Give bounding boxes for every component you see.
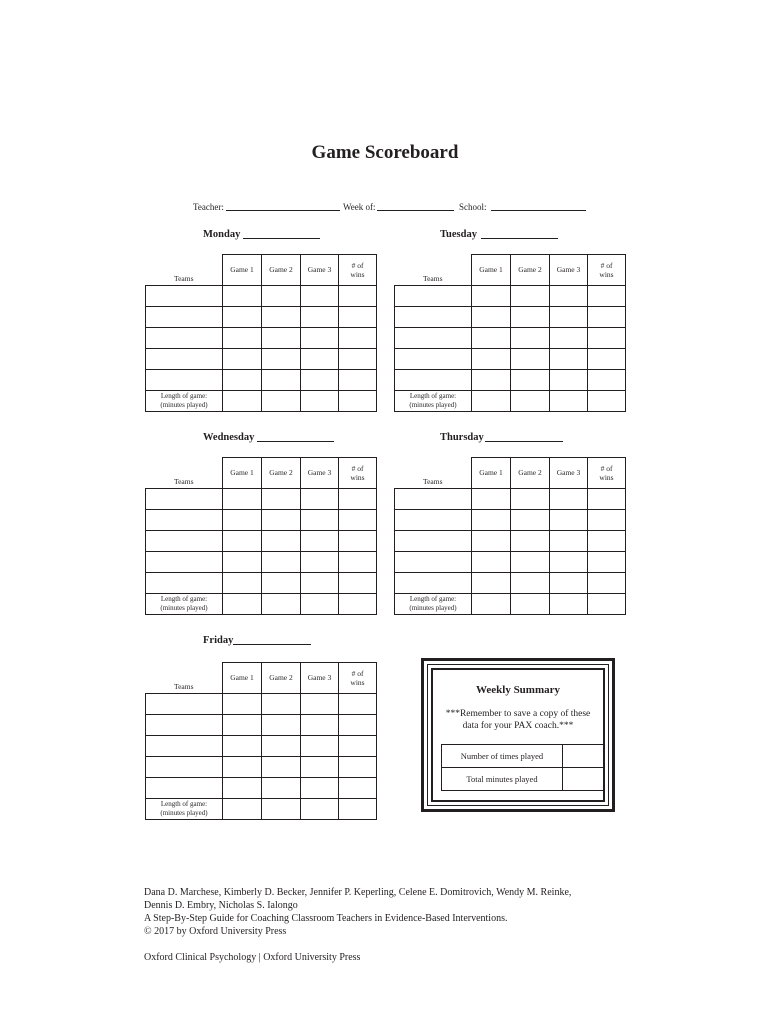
- score-cell[interactable]: [550, 369, 588, 390]
- publisher-line: Oxford Clinical Psychology | Oxford University Press: [144, 952, 361, 963]
- citation-book-title: A Step-By-Step Guide for Coaching Classroom Teachers in Evidence-Based Interventions.: [144, 913, 508, 924]
- team-name-cell[interactable]: [146, 572, 223, 593]
- score-cell[interactable]: [588, 306, 626, 327]
- score-cell[interactable]: [339, 327, 377, 348]
- game-2-header: Game 2: [262, 458, 301, 489]
- score-cell[interactable]: [588, 488, 626, 509]
- length-label-line1: Length of game:: [160, 594, 208, 603]
- thursday-label: Thursday: [440, 432, 484, 443]
- team-name-cell[interactable]: [146, 777, 223, 798]
- team-name-cell[interactable]: [146, 369, 223, 390]
- team-name-cell[interactable]: [395, 348, 472, 369]
- score-cell[interactable]: [588, 572, 626, 593]
- score-cell[interactable]: [262, 285, 301, 306]
- score-cell[interactable]: [262, 777, 301, 798]
- score-cell[interactable]: [223, 714, 262, 735]
- score-cell[interactable]: [511, 306, 550, 327]
- minutes-cell[interactable]: [588, 593, 626, 614]
- team-row: [395, 572, 626, 593]
- tuesday-score-table: [394, 254, 626, 412]
- teacher-field[interactable]: [226, 210, 340, 211]
- score-cell[interactable]: [339, 306, 377, 327]
- score-cell[interactable]: [550, 551, 588, 572]
- minutes-cell[interactable]: [472, 390, 511, 411]
- team-name-cell[interactable]: [395, 369, 472, 390]
- game-2-header: Game 2: [511, 458, 550, 489]
- game-3-header: Game 3: [550, 255, 588, 286]
- wednesday-score-table: [145, 457, 377, 615]
- citation: [144, 886, 571, 938]
- minutes-cell[interactable]: [550, 593, 588, 614]
- wins-header: [339, 458, 377, 489]
- score-cell[interactable]: [262, 348, 301, 369]
- team-name-cell[interactable]: [146, 306, 223, 327]
- score-cell[interactable]: [550, 509, 588, 530]
- score-cell[interactable]: [588, 348, 626, 369]
- score-cell[interactable]: [301, 348, 339, 369]
- score-cell[interactable]: [262, 509, 301, 530]
- game-1-header: Game 1: [472, 255, 511, 286]
- score-cell[interactable]: [301, 285, 339, 306]
- length-row: [146, 593, 377, 614]
- length-row: [146, 798, 377, 819]
- game-3-header: Game 3: [301, 255, 339, 286]
- teacher-label: Teacher:: [193, 202, 224, 212]
- length-label-line2: (minutes played): [160, 808, 208, 817]
- page-title: Game Scoreboard: [311, 142, 459, 163]
- length-label-line1: Length of game:: [160, 391, 208, 400]
- citation-authors-1: Dana D. Marchese, Kimberly D. Becker, Jennifer P. Keperling, Celene E. Domitrovich, Wendy M. Reinke,: [144, 887, 572, 898]
- minutes-cell[interactable]: [262, 593, 301, 614]
- team-row: [395, 285, 626, 306]
- team-name-cell[interactable]: [146, 756, 223, 777]
- teams-header: Teams: [146, 663, 223, 694]
- score-cell[interactable]: [262, 327, 301, 348]
- score-cell[interactable]: [588, 285, 626, 306]
- score-cell[interactable]: [262, 306, 301, 327]
- score-cell[interactable]: [223, 693, 262, 714]
- score-cell[interactable]: [511, 285, 550, 306]
- score-cell[interactable]: [339, 735, 377, 756]
- score-cell[interactable]: [262, 735, 301, 756]
- score-cell[interactable]: [223, 572, 262, 593]
- length-label-line2: (minutes played): [409, 603, 457, 612]
- wins-header-line2: wins: [350, 677, 365, 687]
- score-cell[interactable]: [223, 777, 262, 798]
- length-label-line1: Length of game:: [160, 799, 208, 808]
- score-cell[interactable]: [550, 530, 588, 551]
- tuesday-label: Tuesday: [440, 229, 477, 240]
- minutes-cell[interactable]: [301, 390, 339, 411]
- minutes-cell[interactable]: [339, 593, 377, 614]
- game-2-header: Game 2: [511, 255, 550, 286]
- thursday-date-field[interactable]: [485, 441, 563, 442]
- weekly-summary-title: Weekly Summary: [475, 684, 561, 696]
- score-cell[interactable]: [223, 509, 262, 530]
- minutes-cell[interactable]: [511, 593, 550, 614]
- wins-header-line1: # of: [600, 463, 613, 473]
- game-1-header: Game 1: [223, 255, 262, 286]
- minutes-cell[interactable]: [339, 390, 377, 411]
- score-cell[interactable]: [511, 530, 550, 551]
- score-cell[interactable]: [550, 488, 588, 509]
- minutes-cell[interactable]: [262, 798, 301, 819]
- team-row: [146, 735, 377, 756]
- score-cell[interactable]: [472, 509, 511, 530]
- teams-header: Teams: [146, 458, 223, 489]
- game-2-header: Game 2: [262, 663, 301, 694]
- score-cell[interactable]: [339, 488, 377, 509]
- team-name-cell[interactable]: [395, 572, 472, 593]
- team-row: [395, 509, 626, 530]
- team-name-cell[interactable]: [395, 327, 472, 348]
- minutes-cell[interactable]: [301, 798, 339, 819]
- team-row: [146, 348, 377, 369]
- score-cell[interactable]: [223, 488, 262, 509]
- team-row: [146, 777, 377, 798]
- score-cell[interactable]: [262, 714, 301, 735]
- wednesday-label: Wednesday: [203, 432, 255, 443]
- weekly-summary-box: [421, 658, 615, 812]
- score-cell[interactable]: [339, 756, 377, 777]
- score-cell[interactable]: [262, 693, 301, 714]
- monday-score-table: [145, 254, 377, 412]
- score-cell[interactable]: [472, 306, 511, 327]
- score-cell[interactable]: [472, 348, 511, 369]
- weekly-summary-note: ***Remember to save a copy of these data for your PAX coach.***: [445, 709, 591, 731]
- score-cell[interactable]: [511, 348, 550, 369]
- team-row: [146, 488, 377, 509]
- friday-score-table: [145, 662, 377, 820]
- game-2-header: Game 2: [262, 255, 301, 286]
- minutes-cell[interactable]: [262, 390, 301, 411]
- minutes-cell[interactable]: [550, 390, 588, 411]
- friday-label: Friday: [203, 635, 234, 646]
- game-1-header: Game 1: [472, 458, 511, 489]
- week-of-field[interactable]: [377, 210, 454, 211]
- score-cell[interactable]: [339, 285, 377, 306]
- score-cell[interactable]: [223, 735, 262, 756]
- length-label-line2: (minutes played): [160, 400, 208, 409]
- score-cell[interactable]: [511, 551, 550, 572]
- length-of-game-label: [146, 390, 223, 411]
- wins-header: [339, 255, 377, 286]
- score-cell[interactable]: [301, 306, 339, 327]
- score-cell[interactable]: [588, 509, 626, 530]
- score-cell[interactable]: [588, 327, 626, 348]
- team-name-cell[interactable]: [146, 348, 223, 369]
- score-cell[interactable]: [301, 714, 339, 735]
- teams-header: Teams: [395, 458, 472, 489]
- team-row: [146, 509, 377, 530]
- team-name-cell[interactable]: [395, 306, 472, 327]
- score-cell[interactable]: [301, 327, 339, 348]
- thursday-score-table: [394, 457, 626, 615]
- score-cell[interactable]: [223, 348, 262, 369]
- game-3-header: Game 3: [301, 663, 339, 694]
- monday-date-field[interactable]: [243, 238, 320, 239]
- score-cell[interactable]: [301, 509, 339, 530]
- score-cell[interactable]: [472, 530, 511, 551]
- team-name-cell[interactable]: [395, 551, 472, 572]
- length-of-game-label: [146, 798, 223, 819]
- team-name-cell[interactable]: [395, 285, 472, 306]
- wins-header-line1: # of: [351, 463, 364, 473]
- wins-header-line2: wins: [599, 472, 614, 482]
- score-cell[interactable]: [223, 285, 262, 306]
- team-name-cell[interactable]: [395, 488, 472, 509]
- team-row: [395, 369, 626, 390]
- score-cell[interactable]: [511, 488, 550, 509]
- tuesday-date-field[interactable]: [481, 238, 558, 239]
- team-row: [146, 714, 377, 735]
- score-cell[interactable]: [339, 369, 377, 390]
- score-cell[interactable]: [262, 369, 301, 390]
- length-row: [395, 593, 626, 614]
- score-cell[interactable]: [301, 369, 339, 390]
- wins-header-line2: wins: [350, 269, 365, 279]
- citation-authors-2: Dennis D. Embry, Nicholas S. Ialongo: [144, 900, 298, 911]
- score-cell[interactable]: [262, 551, 301, 572]
- score-cell[interactable]: [588, 530, 626, 551]
- teams-header: Teams: [146, 255, 223, 286]
- score-cell[interactable]: [339, 714, 377, 735]
- minutes-cell[interactable]: [511, 390, 550, 411]
- score-cell[interactable]: [472, 285, 511, 306]
- team-row: [146, 551, 377, 572]
- score-cell[interactable]: [511, 509, 550, 530]
- team-row: [395, 306, 626, 327]
- team-name-cell[interactable]: [146, 327, 223, 348]
- team-row: [146, 327, 377, 348]
- score-cell[interactable]: [472, 369, 511, 390]
- score-cell[interactable]: [223, 306, 262, 327]
- score-cell[interactable]: [301, 551, 339, 572]
- score-cell[interactable]: [339, 572, 377, 593]
- game-3-header: Game 3: [301, 458, 339, 489]
- minutes-cell[interactable]: [339, 798, 377, 819]
- score-cell[interactable]: [301, 530, 339, 551]
- score-cell[interactable]: [550, 285, 588, 306]
- game-1-header: Game 1: [223, 458, 262, 489]
- game-1-header: Game 1: [223, 663, 262, 694]
- score-cell[interactable]: [339, 551, 377, 572]
- total-minutes-cell[interactable]: [563, 768, 604, 791]
- length-label-line1: Length of game:: [409, 594, 457, 603]
- score-cell[interactable]: [511, 369, 550, 390]
- team-name-cell[interactable]: [146, 735, 223, 756]
- team-row: [146, 572, 377, 593]
- friday-date-field[interactable]: [233, 644, 311, 645]
- wins-header-line2: wins: [350, 472, 365, 482]
- weekly-summary-table: [441, 744, 604, 791]
- team-name-cell[interactable]: [395, 530, 472, 551]
- wins-header: [588, 255, 626, 286]
- score-cell[interactable]: [262, 572, 301, 593]
- team-row: [146, 369, 377, 390]
- wins-header: [588, 458, 626, 489]
- week-of-label: Week of:: [343, 202, 376, 212]
- length-row: [395, 390, 626, 411]
- score-cell[interactable]: [301, 572, 339, 593]
- score-cell[interactable]: [511, 572, 550, 593]
- minutes-cell[interactable]: [223, 798, 262, 819]
- minutes-cell[interactable]: [223, 593, 262, 614]
- score-cell[interactable]: [339, 348, 377, 369]
- team-row: [146, 693, 377, 714]
- score-cell[interactable]: [262, 756, 301, 777]
- score-cell[interactable]: [223, 369, 262, 390]
- length-of-game-label: [395, 593, 472, 614]
- score-cell[interactable]: [223, 530, 262, 551]
- score-cell[interactable]: [223, 327, 262, 348]
- team-row: [395, 551, 626, 572]
- game-3-header: Game 3: [550, 458, 588, 489]
- teams-header: Teams: [395, 255, 472, 286]
- team-row: [395, 348, 626, 369]
- wednesday-date-field[interactable]: [257, 441, 334, 442]
- times-played-label: Number of times played: [442, 745, 563, 768]
- minutes-cell[interactable]: [223, 390, 262, 411]
- score-cell[interactable]: [550, 348, 588, 369]
- school-field[interactable]: [491, 210, 586, 211]
- wins-header-line1: # of: [351, 260, 364, 270]
- wins-header-line2: wins: [599, 269, 614, 279]
- score-cell[interactable]: [301, 488, 339, 509]
- score-cell[interactable]: [339, 509, 377, 530]
- school-label: School:: [459, 202, 487, 212]
- score-cell[interactable]: [550, 327, 588, 348]
- minutes-cell[interactable]: [588, 390, 626, 411]
- score-cell[interactable]: [339, 693, 377, 714]
- team-row: [146, 756, 377, 777]
- minutes-cell[interactable]: [301, 593, 339, 614]
- citation-copyright: © 2017 by Oxford University Press: [144, 926, 287, 937]
- score-cell[interactable]: [550, 572, 588, 593]
- length-label-line1: Length of game:: [409, 391, 457, 400]
- score-cell[interactable]: [550, 306, 588, 327]
- score-cell[interactable]: [301, 756, 339, 777]
- times-played-cell[interactable]: [563, 745, 604, 768]
- team-name-cell[interactable]: [146, 693, 223, 714]
- score-cell[interactable]: [223, 756, 262, 777]
- team-name-cell[interactable]: [146, 714, 223, 735]
- score-cell[interactable]: [472, 488, 511, 509]
- team-name-cell[interactable]: [146, 509, 223, 530]
- team-row: [395, 530, 626, 551]
- score-cell[interactable]: [339, 777, 377, 798]
- wins-header-line1: # of: [351, 668, 364, 678]
- score-cell[interactable]: [301, 693, 339, 714]
- monday-label: Monday: [203, 229, 241, 240]
- team-name-cell[interactable]: [146, 488, 223, 509]
- score-cell[interactable]: [301, 777, 339, 798]
- score-cell[interactable]: [588, 551, 626, 572]
- team-name-cell[interactable]: [146, 551, 223, 572]
- minutes-cell[interactable]: [472, 593, 511, 614]
- score-cell[interactable]: [511, 327, 550, 348]
- length-label-line2: (minutes played): [409, 400, 457, 409]
- score-cell[interactable]: [472, 327, 511, 348]
- team-row: [146, 285, 377, 306]
- team-name-cell[interactable]: [146, 530, 223, 551]
- score-cell[interactable]: [472, 572, 511, 593]
- score-cell[interactable]: [472, 551, 511, 572]
- team-row: [146, 530, 377, 551]
- length-of-game-label: [395, 390, 472, 411]
- score-cell[interactable]: [262, 530, 301, 551]
- length-label-line2: (minutes played): [160, 603, 208, 612]
- team-name-cell[interactable]: [146, 285, 223, 306]
- score-cell[interactable]: [588, 369, 626, 390]
- team-row: [395, 327, 626, 348]
- team-row: [146, 306, 377, 327]
- team-name-cell[interactable]: [395, 509, 472, 530]
- score-cell[interactable]: [223, 551, 262, 572]
- length-row: [146, 390, 377, 411]
- length-of-game-label: [146, 593, 223, 614]
- score-cell[interactable]: [301, 735, 339, 756]
- team-row: [395, 488, 626, 509]
- wins-header: [339, 663, 377, 694]
- wins-header-line1: # of: [600, 260, 613, 270]
- score-cell[interactable]: [339, 530, 377, 551]
- score-cell[interactable]: [262, 488, 301, 509]
- total-minutes-label: Total minutes played: [442, 768, 563, 791]
